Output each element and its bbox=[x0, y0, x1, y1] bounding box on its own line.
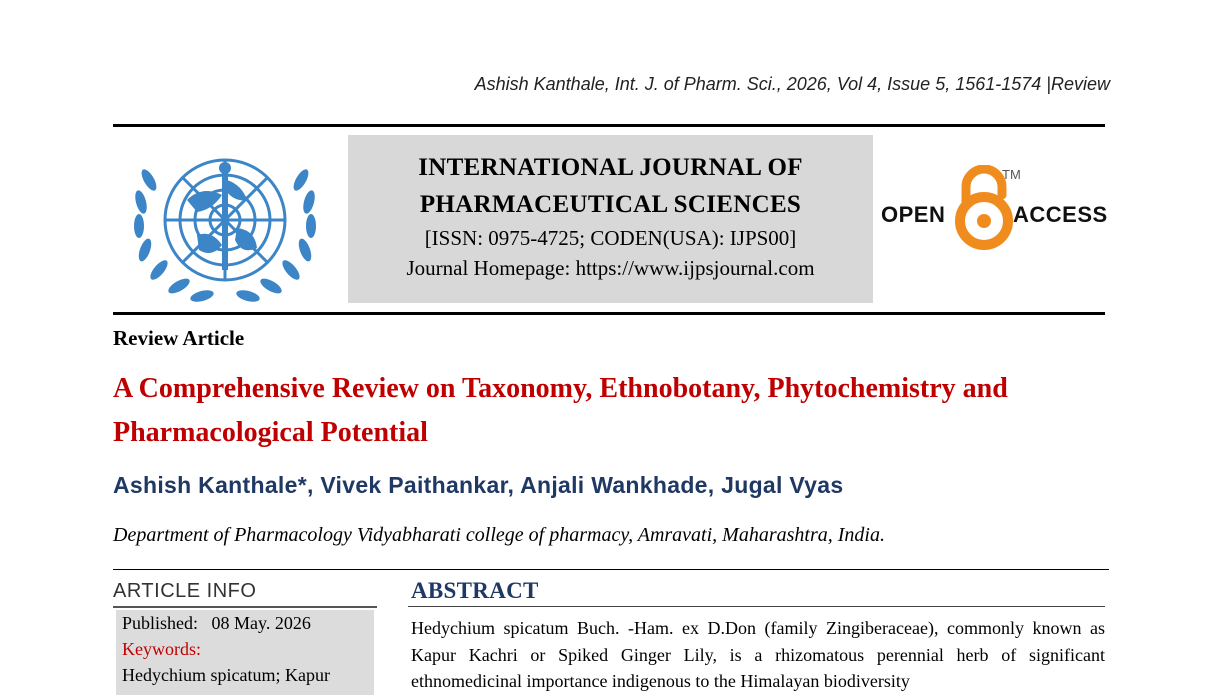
trademark-mark: TM bbox=[1002, 167, 1021, 182]
un-emblem-logo bbox=[127, 140, 323, 306]
published-date: 08 May. 2026 bbox=[211, 613, 311, 633]
published-row bbox=[122, 610, 374, 636]
journal-name bbox=[348, 149, 873, 223]
article-title: A Comprehensive Review on Taxonomy, Ethnobotany, Phytochemistry and Pharmacological Potential bbox=[113, 373, 1008, 448]
abstract-heading: ABSTRACT bbox=[411, 578, 539, 603]
journal-issn: [ISSN: 0975-4725; CODEN(USA): IJPS00] bbox=[424, 226, 797, 250]
open-word: OPEN bbox=[881, 202, 946, 227]
section-divider bbox=[113, 569, 1109, 570]
access-word: ACCESS bbox=[1013, 202, 1108, 227]
journal-banner bbox=[348, 135, 873, 303]
affiliation: Department of Pharmacology Vidyabharati college of pharmacy, Amravati, Maharashtra, India. bbox=[113, 524, 885, 546]
author-list: Ashish Kanthale*, Vivek Paithankar, Anjali Wankhade, Jugal Vyas bbox=[113, 472, 844, 498]
article-info-box bbox=[116, 610, 374, 695]
citation-header: Ashish Kanthale, Int. J. of Pharm. Sci., 2026, Vol 4, Issue 5, 1561-1574 |Review bbox=[474, 74, 1110, 94]
journal-name-line1: INTERNATIONAL JOURNAL OF bbox=[418, 154, 803, 181]
journal-name-line2: PHARMACEUTICAL SCIENCES bbox=[419, 191, 802, 218]
abstract-rule bbox=[408, 606, 1105, 607]
article-info-rule bbox=[113, 606, 377, 608]
article-info-heading: ARTICLE INFO bbox=[113, 580, 257, 602]
article-type: Review Article bbox=[113, 326, 245, 350]
published-label: Published: bbox=[122, 613, 199, 633]
top-rule bbox=[113, 124, 1105, 127]
journal-homepage: Journal Homepage: https://www.ijpsjournal.com bbox=[406, 256, 815, 280]
abstract-text: Hedychium spicatum Buch. -Ham. ex D.Don (family Zingiberaceae), commonly known as Kapur Kachri or Spiked Ginger Lily, is a rhizomatous perennial herb of significant ethnomedicinal importance indigenous to the Himalayan biodiversity bbox=[411, 618, 1105, 691]
banner-bottom-rule bbox=[113, 312, 1105, 315]
keywords-label: Keywords: bbox=[122, 639, 201, 659]
keywords-value: Hedychium spicatum; Kapur bbox=[122, 665, 330, 685]
open-access-logo bbox=[880, 165, 1110, 255]
